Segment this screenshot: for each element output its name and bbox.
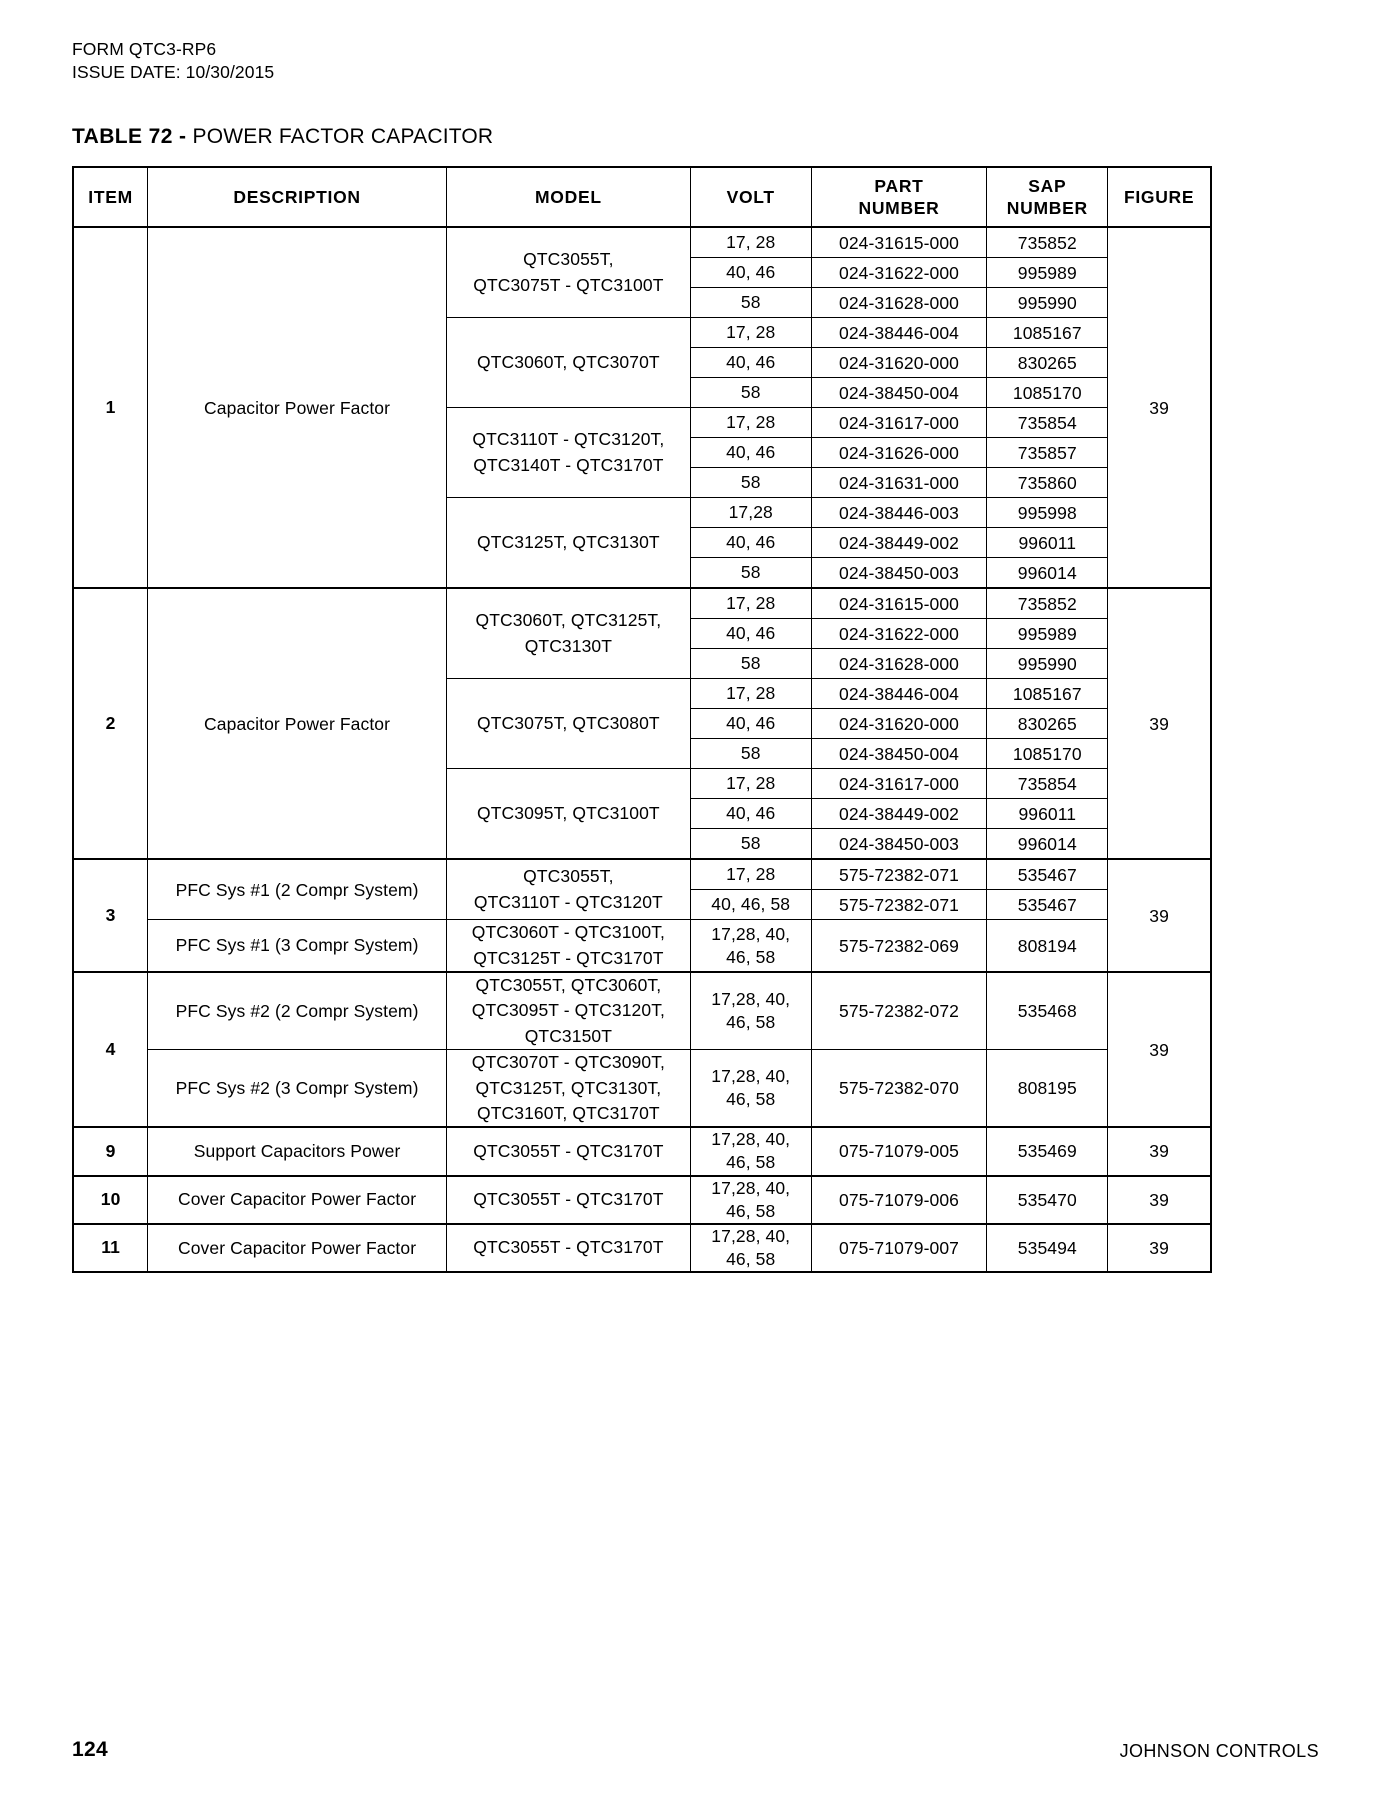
volt-cell: 40, 46 [690,619,811,649]
sap-number-cell: 735854 [987,408,1108,438]
sap-number-cell: 535494 [987,1224,1108,1272]
part-number-cell: 075-71079-006 [811,1176,987,1224]
model-cell: QTC3055T - QTC3170T [446,1127,690,1175]
part-number-cell: 575-72382-072 [811,972,987,1050]
item-number-cell: 3 [73,859,148,972]
volt-cell: 40, 46, 58 [690,890,811,920]
part-number-cell: 024-38449-002 [811,528,987,558]
part-number-cell: 024-31615-000 [811,227,987,258]
model-cell: QTC3075T, QTC3080T [446,679,690,769]
table-row [73,1224,1211,1272]
model-cell: QTC3060T - QTC3100T, QTC3125T - QTC3170T [446,920,690,972]
figure-cell: 39 [1108,972,1211,1127]
sap-number-cell: 995998 [987,498,1108,528]
item-number-cell: 10 [73,1176,148,1224]
page-footer [72,1738,1319,1762]
sap-number-cell: 1085170 [987,378,1108,408]
volt-cell: 17,28, 40, 46, 58 [690,972,811,1050]
sap-number-cell: 735852 [987,588,1108,619]
part-number-cell: 024-31622-000 [811,258,987,288]
volt-cell: 17, 28 [690,588,811,619]
table-row [73,1050,1211,1128]
figure-cell: 39 [1108,588,1211,859]
item-number-cell: 1 [73,227,148,588]
part-number-cell: 024-31617-000 [811,408,987,438]
part-number-cell: 024-31628-000 [811,649,987,679]
table-title-name: POWER FACTOR CAPACITOR [192,124,494,148]
column-header-part-number [811,167,987,228]
sap-number-cell: 808195 [987,1050,1108,1128]
figure-cell: 39 [1108,1176,1211,1224]
part-number-cell: 024-31620-000 [811,709,987,739]
table-row [73,1127,1211,1175]
sap-number-cell: 996014 [987,558,1108,589]
part-number-cell: 075-71079-005 [811,1127,987,1175]
part-number-cell: 575-72382-069 [811,920,987,972]
model-cell: QTC3070T - QTC3090T, QTC3125T, QTC3130T, QTC3160T, QTC3170T [446,1050,690,1128]
model-cell: QTC3055T - QTC3170T [446,1224,690,1272]
sap-number-cell: 535468 [987,972,1108,1050]
volt-cell: 40, 46 [690,799,811,829]
volt-cell: 58 [690,468,811,498]
volt-cell: 17, 28 [690,679,811,709]
volt-cell: 58 [690,649,811,679]
table-row [73,859,1211,890]
figure-cell: 39 [1108,859,1211,972]
part-number-cell: 024-38446-003 [811,498,987,528]
sap-number-cell: 996011 [987,528,1108,558]
model-cell: QTC3055T - QTC3170T [446,1176,690,1224]
model-cell: QTC3055T, QTC3075T - QTC3100T [446,227,690,318]
part-number-cell: 024-31615-000 [811,588,987,619]
part-number-cell: 024-38450-004 [811,378,987,408]
sap-number-cell: 735854 [987,769,1108,799]
part-number-cell: 024-31626-000 [811,438,987,468]
volt-cell: 58 [690,288,811,318]
table-title [72,125,1319,149]
part-number-cell: 024-38446-004 [811,679,987,709]
volt-cell: 17,28, 40, 46, 58 [690,1050,811,1128]
sap-number-cell: 1085167 [987,318,1108,348]
description-cell: PFC Sys #2 (3 Compr System) [148,1050,447,1128]
sap-number-cell: 535467 [987,859,1108,890]
sap-number-cell: 830265 [987,709,1108,739]
sap-number-cell: 735852 [987,227,1108,258]
volt-cell: 17, 28 [690,769,811,799]
volt-cell: 17, 28 [690,227,811,258]
sap-number-cell: 535467 [987,890,1108,920]
sap-number-cell: 830265 [987,348,1108,378]
part-number-cell: 024-38450-004 [811,739,987,769]
volt-cell: 17,28 [690,498,811,528]
part-number-cell: 024-38450-003 [811,558,987,589]
model-cell: QTC3055T, QTC3110T - QTC3120T [446,859,690,920]
model-cell: QTC3055T, QTC3060T, QTC3095T - QTC3120T, QTC3150T [446,972,690,1050]
volt-cell: 40, 46 [690,258,811,288]
part-number-cell: 575-72382-071 [811,859,987,890]
description-cell: PFC Sys #1 (2 Compr System) [148,859,447,920]
part-number-cell: 024-31628-000 [811,288,987,318]
brand-name: JOHNSON CONTROLS [1119,1741,1319,1761]
sap-number-cell: 535469 [987,1127,1108,1175]
table-row [73,227,1211,258]
power-factor-capacitor-table [72,166,1212,1273]
sap-number-cell: 995990 [987,288,1108,318]
table-header-row [73,167,1211,228]
part-number-cell: 075-71079-007 [811,1224,987,1272]
description-cell: PFC Sys #1 (3 Compr System) [148,920,447,972]
volt-cell: 17,28, 40, 46, 58 [690,1127,811,1175]
document-header [72,38,1319,85]
table-row [73,920,1211,972]
volt-cell: 17,28, 40, 46, 58 [690,1224,811,1272]
table-body [73,227,1211,1272]
column-header-sap-number [987,167,1108,228]
description-cell: Capacitor Power Factor [148,227,447,588]
description-cell: Support Capacitors Power [148,1127,447,1175]
sap-number-cell: 1085170 [987,739,1108,769]
volt-cell: 17, 28 [690,318,811,348]
item-number-cell: 9 [73,1127,148,1175]
part-number-cell: 024-31617-000 [811,769,987,799]
volt-cell: 40, 46 [690,438,811,468]
volt-cell: 58 [690,558,811,589]
part-number-cell: 024-38446-004 [811,318,987,348]
figure-cell: 39 [1108,227,1211,588]
description-cell: Cover Capacitor Power Factor [148,1176,447,1224]
volt-cell: 58 [690,829,811,860]
sap-number-cell: 535470 [987,1176,1108,1224]
volt-cell: 17, 28 [690,408,811,438]
table-row [73,1176,1211,1224]
part-number-cell: 024-31622-000 [811,619,987,649]
item-number-cell: 2 [73,588,148,859]
sap-number-cell: 996014 [987,829,1108,860]
volt-cell: 58 [690,739,811,769]
description-cell: Cover Capacitor Power Factor [148,1224,447,1272]
volt-cell: 40, 46 [690,348,811,378]
description-cell: PFC Sys #2 (2 Compr System) [148,972,447,1050]
model-cell: QTC3060T, QTC3125T, QTC3130T [446,588,690,679]
page-number: 124 [72,1738,108,1761]
issue-date: ISSUE DATE: 10/30/2015 [72,62,275,83]
item-number-cell: 11 [73,1224,148,1272]
sap-number-cell: 808194 [987,920,1108,972]
table-row [73,588,1211,619]
description-cell: Capacitor Power Factor [148,588,447,859]
column-header-description: DESCRIPTION [148,167,447,228]
sap-number-cell: 995990 [987,649,1108,679]
column-header-volt: VOLT [690,167,811,228]
column-header-figure: FIGURE [1108,167,1211,228]
sap-number-cell: 995989 [987,258,1108,288]
form-number: FORM QTC3-RP6 [72,39,217,59]
column-header-sap-line1: SAP [1028,175,1067,196]
model-cell: QTC3060T, QTC3070T [446,318,690,408]
volt-cell: 17,28, 40, 46, 58 [690,920,811,972]
model-cell: QTC3110T - QTC3120T, QTC3140T - QTC3170T [446,408,690,498]
part-number-cell: 575-72382-070 [811,1050,987,1128]
part-number-cell: 024-31620-000 [811,348,987,378]
sap-number-cell: 735860 [987,468,1108,498]
column-header-part-line2: NUMBER [858,197,940,218]
part-number-cell: 024-38449-002 [811,799,987,829]
table-row [73,972,1211,1050]
model-cell: QTC3125T, QTC3130T [446,498,690,589]
column-header-sap-line2: NUMBER [1006,197,1088,218]
column-header-model: MODEL [446,167,690,228]
figure-cell: 39 [1108,1224,1211,1272]
sap-number-cell: 1085167 [987,679,1108,709]
volt-cell: 40, 46 [690,528,811,558]
sap-number-cell: 995989 [987,619,1108,649]
column-header-part-line1: PART [874,175,924,196]
model-cell: QTC3095T, QTC3100T [446,769,690,860]
volt-cell: 17, 28 [690,859,811,890]
item-number-cell: 4 [73,972,148,1127]
figure-cell: 39 [1108,1127,1211,1175]
table-title-label: TABLE 72 - [72,124,187,148]
part-number-cell: 024-38450-003 [811,829,987,860]
sap-number-cell: 735857 [987,438,1108,468]
volt-cell: 17,28, 40, 46, 58 [690,1176,811,1224]
sap-number-cell: 996011 [987,799,1108,829]
column-header-item: ITEM [73,167,148,228]
part-number-cell: 024-31631-000 [811,468,987,498]
part-number-cell: 575-72382-071 [811,890,987,920]
volt-cell: 58 [690,378,811,408]
volt-cell: 40, 46 [690,709,811,739]
